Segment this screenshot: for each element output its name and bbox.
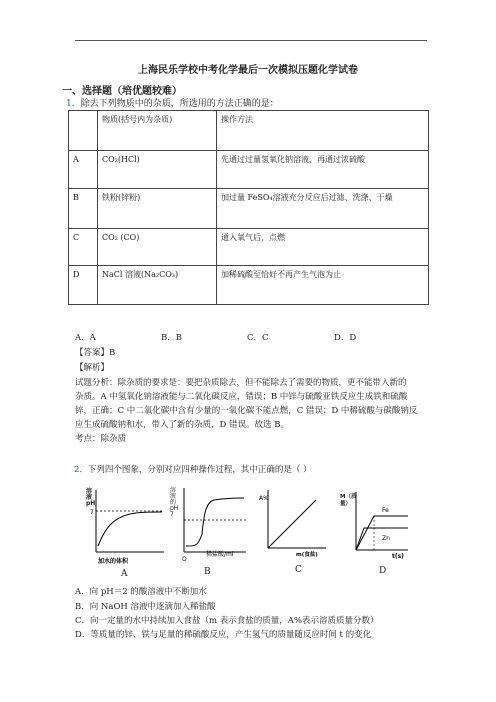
q1-analysis-line: 应生成硫酸钠和水，带入了新的杂质，D 错误。故选 B。: [75, 420, 289, 430]
graph-b-caption: B: [204, 567, 211, 577]
q1-analysis-label: 【解析】: [75, 363, 110, 373]
q1-answer: 【答案】B: [75, 348, 116, 358]
q2-stem: [74, 463, 312, 475]
q1-point: 考点：除杂质: [75, 434, 127, 444]
row-method: 加过量 FeSO₄溶液充分反应后过滤、洗涤、干燥: [217, 189, 429, 229]
row-key: B: [69, 189, 98, 229]
graph-b-tick-7: 7: [170, 511, 174, 518]
table-header-substance: 物质(括号内为杂质): [98, 111, 217, 151]
q1-stem-text: 除去下列物质中的杂质，所选用的方法正确的是：: [80, 99, 279, 109]
table-row: [69, 151, 429, 189]
row-method: 先通过过量氢氧化钠溶液，再通过浓硫酸: [217, 151, 429, 189]
row-method: 加稀硫酸至恰好不再产生气泡为止: [217, 266, 429, 305]
row-substance: 铁粉(锌粉): [98, 189, 217, 229]
graph-d-caption: D: [379, 566, 387, 576]
graph-a-x-label: 加水的体积: [98, 558, 129, 565]
graph-d-zn-label: Zn: [382, 535, 390, 542]
row-substance: CO₂(HCl): [98, 151, 217, 189]
graph-d-fe-line: [356, 516, 408, 550]
q1-option-b: B．B: [161, 333, 182, 343]
paper-title: 上海民乐学校中考化学最后一次模拟压题化学试卷: [138, 65, 358, 76]
graph-d-fe-label: Fe: [382, 507, 389, 514]
q1-option-d: D．D: [334, 333, 357, 343]
row-key: D: [69, 266, 98, 305]
q2-option-a: A．向 pH＝2 的酸溶液中不断加水: [75, 587, 207, 597]
q1-number: 1．: [66, 99, 81, 109]
graph-c-x-label: m(食盐): [296, 552, 318, 558]
table-row: [69, 266, 429, 305]
row-method: 通入氧气后，点燃: [217, 229, 429, 266]
graph-b-x-label: 稀盐酸/ml: [206, 551, 234, 558]
row-key: C: [69, 229, 98, 266]
section-heading: 一、选择题（培优题较难）: [62, 86, 182, 97]
graph-b-y-text: 溶液的pH: [170, 487, 179, 512]
graph-a-curve: [98, 512, 162, 546]
q1-analysis-line: 试题分析：除杂质的要求是：要把杂质除去，但不能除去了需要的物质，更不能带入新的: [75, 378, 407, 388]
graph-b-curve: [186, 498, 244, 546]
graph-b-origin: O: [182, 556, 187, 563]
q2-number: 2．: [74, 465, 88, 475]
q2-stem-text: 下列四个图象，分别对应四种操作过程，其中正确的是（ ）: [87, 465, 312, 475]
q2-option-c: C．向一定量的水中持续加入食盐（m 表示食盐的质量，A%表示溶质质量分数）: [75, 616, 379, 626]
graph-c-line: [268, 500, 316, 548]
graph-b: [176, 484, 248, 568]
row-key: A: [69, 151, 98, 189]
row-substance: CO₂ (CO): [98, 229, 217, 266]
q1-analysis-line: 杂质。A 中氢氧化钠溶液能与二氧化碳反应，错误；B 中锌与硫酸亚铁反应生成铁和硫酸: [75, 392, 408, 402]
q1-analysis-line: 锌，正确；C 中二氧化碳中含有少量的一氧化碳不能点燃，C 错误；D 中稀硫酸与碳酸钠反: [75, 406, 418, 416]
graph-a-y-label: 溶液pH: [86, 488, 96, 507]
q2-option-d: D．等质量的锌、铁与足量的稀硫酸反应，产生氢气的质量随反应时间 t 的变化: [75, 630, 372, 640]
table-cell: [69, 111, 98, 151]
q1-option-c: C．C: [247, 333, 269, 343]
table-header-method: 操作方法: [217, 111, 429, 151]
graph-c-y-label: A%: [259, 495, 269, 502]
graph-a-tick-7: 7: [90, 509, 94, 516]
q1-option-a: A．A: [75, 333, 96, 343]
q2-option-b: B．向 NaOH 溶液中逐滴加入稀盐酸: [75, 602, 216, 612]
row-substance: NaCl 溶液(Na₂CO₃): [98, 266, 217, 305]
graph-c: [258, 486, 328, 560]
graph-b-y-label: [170, 488, 179, 518]
q1-stem: [66, 96, 279, 109]
q1-table: [68, 110, 429, 305]
table-header-row: [69, 111, 429, 151]
graph-c-caption: C: [295, 565, 302, 575]
graph-d-x-label: t(s): [392, 553, 404, 560]
table-row: [69, 189, 429, 229]
table-row: [69, 229, 429, 266]
graph-a-caption: A: [121, 569, 128, 579]
graph-d-y-label: M（质量）: [340, 494, 357, 507]
header-rule: [75, 40, 427, 41]
